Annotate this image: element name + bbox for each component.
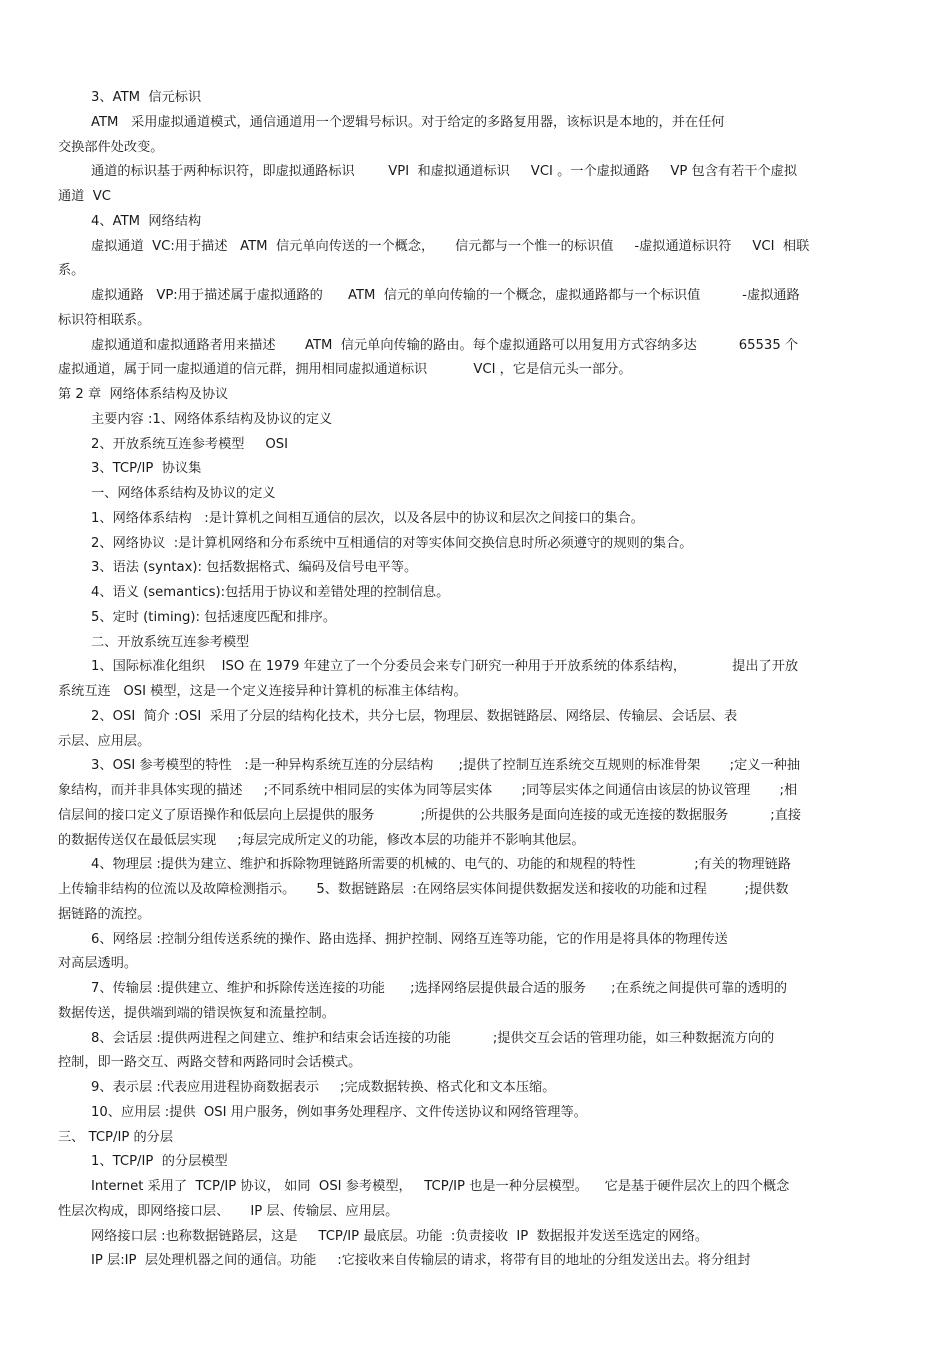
text-line: 虚拟通路 VP:用于描述属于虚拟通路的 ATM 信元的单向传输的一个概念，虚拟通路都与一个标识值 -虚拟通路 bbox=[91, 288, 800, 303]
text-line: 一、网络体系结构及协议的定义 bbox=[91, 486, 276, 501]
text-line: 系。 bbox=[58, 263, 85, 279]
text-line: 主要内容 :1、网络体系结构及协议的定义 bbox=[91, 411, 333, 427]
text-line: 三、 TCP/IP 的分层 bbox=[58, 1129, 174, 1145]
text-line: 7、传输层 :提供建立、维护和拆除传送连接的功能 ;选择网络层提供最合适的服务 ;在系统之间提供可靠的透明的 bbox=[91, 981, 788, 996]
text-line: 标识符相联系。 bbox=[58, 312, 151, 328]
text-line: Internet 采用了 TCP/IP 协议， 如同 OSI 参考模型， TCP/IP 也是一种分层模型。 它是基于硬件层次上的四个概念 bbox=[91, 1179, 790, 1194]
text-line: 5、定时 (timing): 包括速度匹配和排序。 bbox=[91, 609, 337, 625]
text-line: 网络接口层 :也称数据链路层，这是 TCP/IP 最底层。功能 :负责接收 IP 数据报并发送至选定的网络。 bbox=[91, 1228, 709, 1244]
text-line: 1、TCP/IP 的分层模型 bbox=[91, 1154, 228, 1170]
text-line: 第 2 章 网络体系结构及协议 bbox=[58, 387, 229, 402]
text-line: 10、应用层 :提供 OSI 用户服务，例如事务处理程序、文件传送协议和网络管理等。 bbox=[91, 1104, 587, 1120]
text-line: 示层、应用层。 bbox=[58, 733, 151, 749]
text-line: 2、网络协议 :是计算机网络和分布系统中互相通信的对等实体间交换信息时所必须遵守的规则的集合。 bbox=[91, 535, 693, 551]
text-line: 2、OSI 简介 :OSI 采用了分层的结构化技术，共分七层，物理层、数据链路层、网络层、传输层、会话层、表 bbox=[91, 708, 738, 724]
text-line: 6、网络层 :控制分组传送系统的操作、路由选择、拥护控制、网络互连等功能，它的作用是将具体的物理传送 bbox=[91, 931, 728, 947]
text-line: 据链路的流控。 bbox=[58, 906, 151, 922]
text-line: 1、网络体系结构 :是计算机之间相互通信的层次，以及各层中的协议和层次之间接口的集合。 bbox=[91, 510, 644, 526]
text-line: 3、TCP/IP 协议集 bbox=[91, 461, 202, 477]
text-line: 的数据传送仅在最低层实现 ;每层完成所定义的功能，修改本层的功能并不影响其他层。 bbox=[58, 832, 585, 848]
text-line: 3、ATM 信元标识 bbox=[91, 90, 202, 105]
text-line: 1、国际标准化组织 ISO 在 1979 年建立了一个分委员会来专门研究一种用于开放系统的体系结构， 提出了开放 bbox=[91, 659, 799, 675]
text-line: 通道 VC bbox=[58, 189, 111, 204]
text-line: 2、开放系统互连参考模型 OSI bbox=[91, 436, 289, 452]
text-line: 4、物理层 :提供为建立、维护和拆除物理链路所需要的机械的、电气的、功能的和规程的特性 ;有关的物理链路 bbox=[91, 857, 791, 873]
text-line: 对高层透明。 bbox=[58, 956, 138, 972]
text-line: 系统互连 OSI 模型，这是一个定义连接异种计算机的标准主体结构。 bbox=[58, 684, 467, 699]
text-line: 4、ATM 网络结构 bbox=[91, 213, 202, 229]
document-page bbox=[58, 86, 894, 1274]
text-line: 二、开放系统互连参考模型 bbox=[91, 634, 250, 650]
text-line: 3、语法 (syntax): 包括数据格式、编码及信号电平等。 bbox=[91, 560, 418, 576]
text-line: 3、OSI 参考模型的特性 :是一种异构系统互连的分层结构 ;提供了控制互连系统交互规则的标准骨架 ;定义一种抽 bbox=[91, 758, 801, 774]
text-line: ATM 采用虚拟通道模式，通信通道用一个逻辑号标识。对于给定的多路复用器，该标识是本地的，并在任何 bbox=[91, 114, 725, 130]
text-line: 通道的标识基于两种标识符，即虚拟通路标识 VPI 和虚拟通道标识 VCI 。一个虚拟通路 VP 包含有若干个虚拟 bbox=[91, 164, 798, 180]
text-line: 虚拟通道和虚拟通路者用来描述 ATM 信元单向传输的路由。每个虚拟通路可以用复用方式容纳多达 65535 个 bbox=[91, 337, 799, 353]
text-line: 数据传送，提供端到端的错误恢复和流量控制。 bbox=[58, 1005, 335, 1021]
text-line: 上传输非结构的位流以及故障检测指示。 5、数据链路层 :在网络层实体间提供数据发送和接收的功能和过程 ;提供数 bbox=[58, 882, 789, 897]
text-line: IP 层:IP 层处理机器之间的通信。功能 :它接收来自传输层的请求，将带有目的地址的分组发送出去。将分组封 bbox=[91, 1253, 751, 1269]
text-line: 信层间的接口定义了原语操作和低层向上层提供的服务 ;所提供的公共服务是面向连接的或无连接的数据服务 ;直接 bbox=[58, 807, 802, 823]
text-line: 8、会话层 :提供两进程之间建立、维护和结束会话连接的功能 ;提供交互会话的管理功能，如三种数据流方向的 bbox=[91, 1030, 775, 1046]
text-line: 虚拟通道 VC:用于描述 ATM 信元单向传送的一个概念， 信元都与一个惟一的标识值 -虚拟通道标识符 VCI 相联 bbox=[91, 238, 810, 254]
text-line: 性层次构成，即网络接口层、 IP 层、传输层、应用层。 bbox=[58, 1203, 399, 1219]
text-line: 象结构，而并非具体实现的描述 ;不同系统中相同层的实体为同等层实体 ;同等层实体之间通信由该层的协议管理 ;相 bbox=[58, 783, 798, 798]
text-line: 虚拟通道，属于同一虚拟通道的信元群，拥用相同虚拟通道标识 VCI ，它是信元头一部分。 bbox=[58, 362, 632, 378]
text-line: 9、表示层 :代表应用进程协商数据表示 ;完成数据转换、格式化和文本压缩。 bbox=[91, 1080, 556, 1095]
text-line: 控制，即一路交互、两路交替和两路同时会话模式。 bbox=[58, 1055, 362, 1071]
text-line: 交换部件处改变。 bbox=[58, 139, 164, 155]
text-line: 4、语义 (semantics):包括用于协议和差错处理的控制信息。 bbox=[91, 585, 450, 600]
